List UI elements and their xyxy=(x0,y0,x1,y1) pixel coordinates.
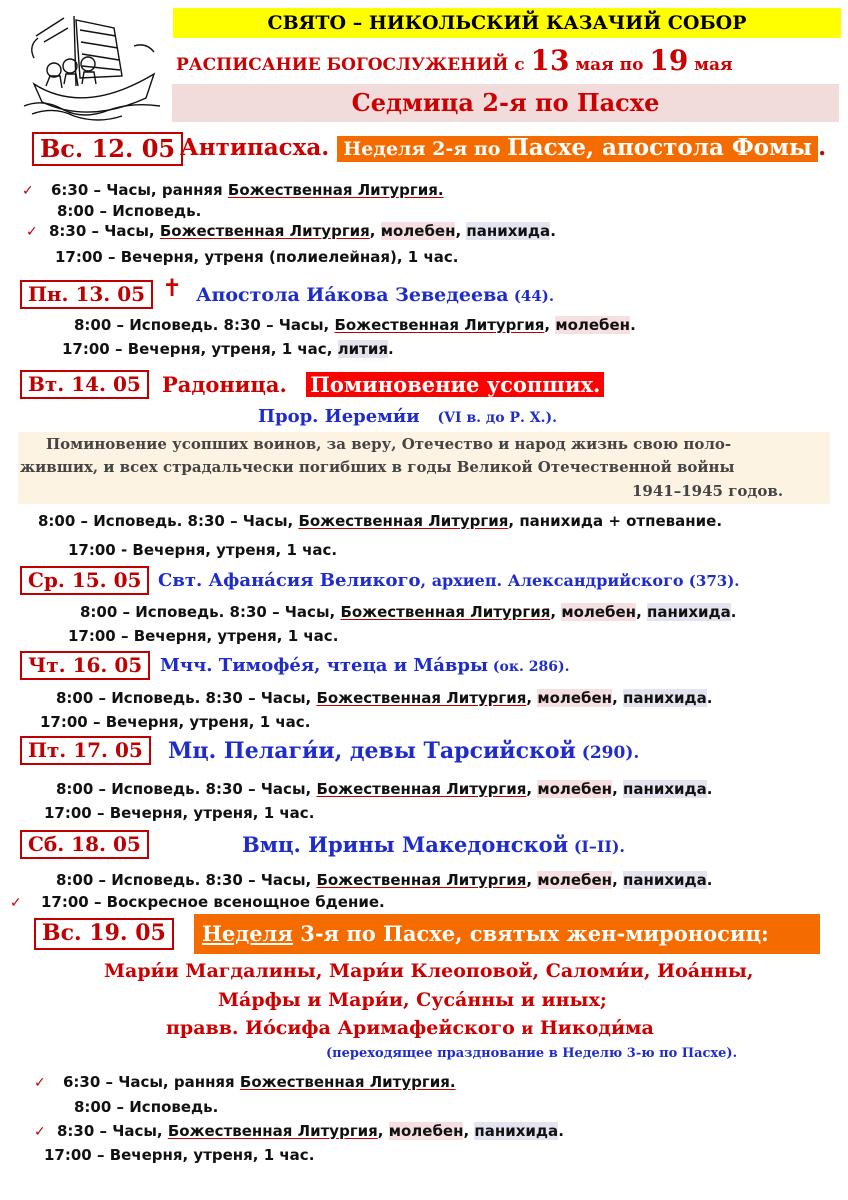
service-line: 17:00 – Вечерня, утреня, 1 час. xyxy=(68,627,339,645)
service-line: ✓ 17:00 – Воскресное всенощное бдение. xyxy=(10,893,385,911)
service-line: 17:00 - Вечерня, утреня, 1 час. xyxy=(68,541,338,559)
check-icon: ✓ xyxy=(34,1075,46,1091)
check-icon: ✓ xyxy=(10,895,22,911)
service-line: ✓ 6:30 – Часы, ранняя Божественная Литургия. xyxy=(34,1073,456,1091)
check-icon: ✓ xyxy=(22,183,34,199)
service-line: 8:00 – Исповедь. 8:30 – Часы, Божественная Литургия, панихида + отпевание. xyxy=(38,512,723,530)
saints-line: правв. Ио́сифа Аримафейского и Никоди́ма xyxy=(166,1017,654,1039)
feast-title-tue14: Радоница. Поминовение усопших. xyxy=(162,372,604,397)
service-line: 8:00 – Исповедь. 8:30 – Часы, Божественная Литургия, молебен, панихида. xyxy=(80,603,737,621)
saints-line: Ма́рфы и Мари́и, Суса́нны и иных; xyxy=(218,989,607,1011)
service-line: 17:00 – Вечерня, утреня, 1 час. xyxy=(44,804,315,822)
feast-title-wed15: Свт. Афана́сия Великого, архиеп. Александрийского (373). xyxy=(158,570,740,591)
feast-title-sat18: Вмц. Ирины Македонской (I–II). xyxy=(242,832,625,857)
feast-title-sun12: Антипасха. Неделя 2-я по Пасхе, апостола Фомы . xyxy=(180,134,827,161)
service-line: 8:00 – Исповедь. 8:30 – Часы, Божественная Литургия, молебен, панихида. xyxy=(56,780,713,798)
service-line: 8:00 – Исповедь. 8:30 – Часы, Божественная Литургия, молебен, панихида. xyxy=(56,871,713,889)
feast-title-sun19: Неделя 3-я по Пасхе, святых жен-мироносиц: xyxy=(194,914,820,954)
week-title: Седмица 2-я по Пасхе xyxy=(172,84,839,122)
day-label-wed15: Ср. 15. 05 xyxy=(20,566,149,595)
service-line: 17:00 – Вечерня, утреня (полиелейная), 1 час. xyxy=(55,248,459,266)
feast-title-mon13: Апостола Иáкова Зеведеева (44). xyxy=(196,284,555,306)
cross-icon: ✝ xyxy=(162,274,183,302)
day-label-tue14: Вт. 14. 05 xyxy=(20,370,149,399)
service-line: ✓ 6:30 – Часы, ранняя Божественная Литургия. xyxy=(22,181,444,199)
check-icon: ✓ xyxy=(34,1124,46,1140)
service-line: 17:00 – Вечерня, утреня, 1 час, лития. xyxy=(62,340,394,358)
feast-title-fri17: Мц. Пелаги́и, девы Тарсийской (290). xyxy=(168,738,640,764)
service-line: ✓ 8:30 – Часы, Божественная Литургия, молебен, панихида. xyxy=(26,222,556,240)
saints-line: Мари́и Магдалины, Мари́и Клеоповой, Саломи́и, Иоа́нны, xyxy=(104,960,754,982)
prophet-line: Прор. Иереми́и (VI в. до Р. Х.). xyxy=(258,406,557,427)
day-label-sun12: Вс. 12. 05 xyxy=(32,132,183,166)
service-line: 8:00 – Исповедь. 8:30 – Часы, Божественная Литургия, молебен. xyxy=(74,316,636,334)
day-label-mon13: Пн. 13. 05 xyxy=(20,280,153,309)
check-icon: ✓ xyxy=(26,224,38,240)
service-line: 8:00 – Исповедь. xyxy=(57,202,202,220)
service-line: 17:00 – Вечерня, утреня, 1 час. xyxy=(40,713,311,731)
cathedral-title: СВЯТО – НИКОЛЬСКИЙ КАЗАЧИЙ СОБОР xyxy=(173,8,841,38)
cathedral-logo xyxy=(14,6,164,124)
service-line: ✓ 8:30 – Часы, Божественная Литургия, молебен, панихида. xyxy=(34,1122,564,1140)
transfer-note: (переходящее празднование в Неделю 3-ю по Пасхе). xyxy=(326,1046,738,1061)
service-line: 8:00 – Исповедь. xyxy=(74,1098,219,1116)
schedule-heading: РАСПИСАНИЕ БОГОСЛУЖЕНИЙ с 13 мая по 19 мая xyxy=(176,44,733,77)
day-label-sat18: Сб. 18. 05 xyxy=(20,830,149,859)
feast-title-thu16: Мчч. Тимофе́я, чтеца и Ма́вры (ок. 286). xyxy=(160,655,570,676)
day-label-fri17: Пт. 17. 05 xyxy=(20,736,151,765)
memorial-note: Поминовение усопших воинов, за веру, Отечество и народ жизнь свою поло- живших, и всех страдальчески погибших в годы Великой Отечественной войны 1941–1945 годов. xyxy=(18,432,830,504)
service-line: 8:00 – Исповедь. 8:30 – Часы, Божественная Литургия, молебен, панихида. xyxy=(56,689,713,707)
day-label-sun19: Вс. 19. 05 xyxy=(34,918,174,950)
service-line: 17:00 – Вечерня, утреня, 1 час. xyxy=(44,1146,315,1164)
day-label-thu16: Чт. 16. 05 xyxy=(20,651,150,680)
